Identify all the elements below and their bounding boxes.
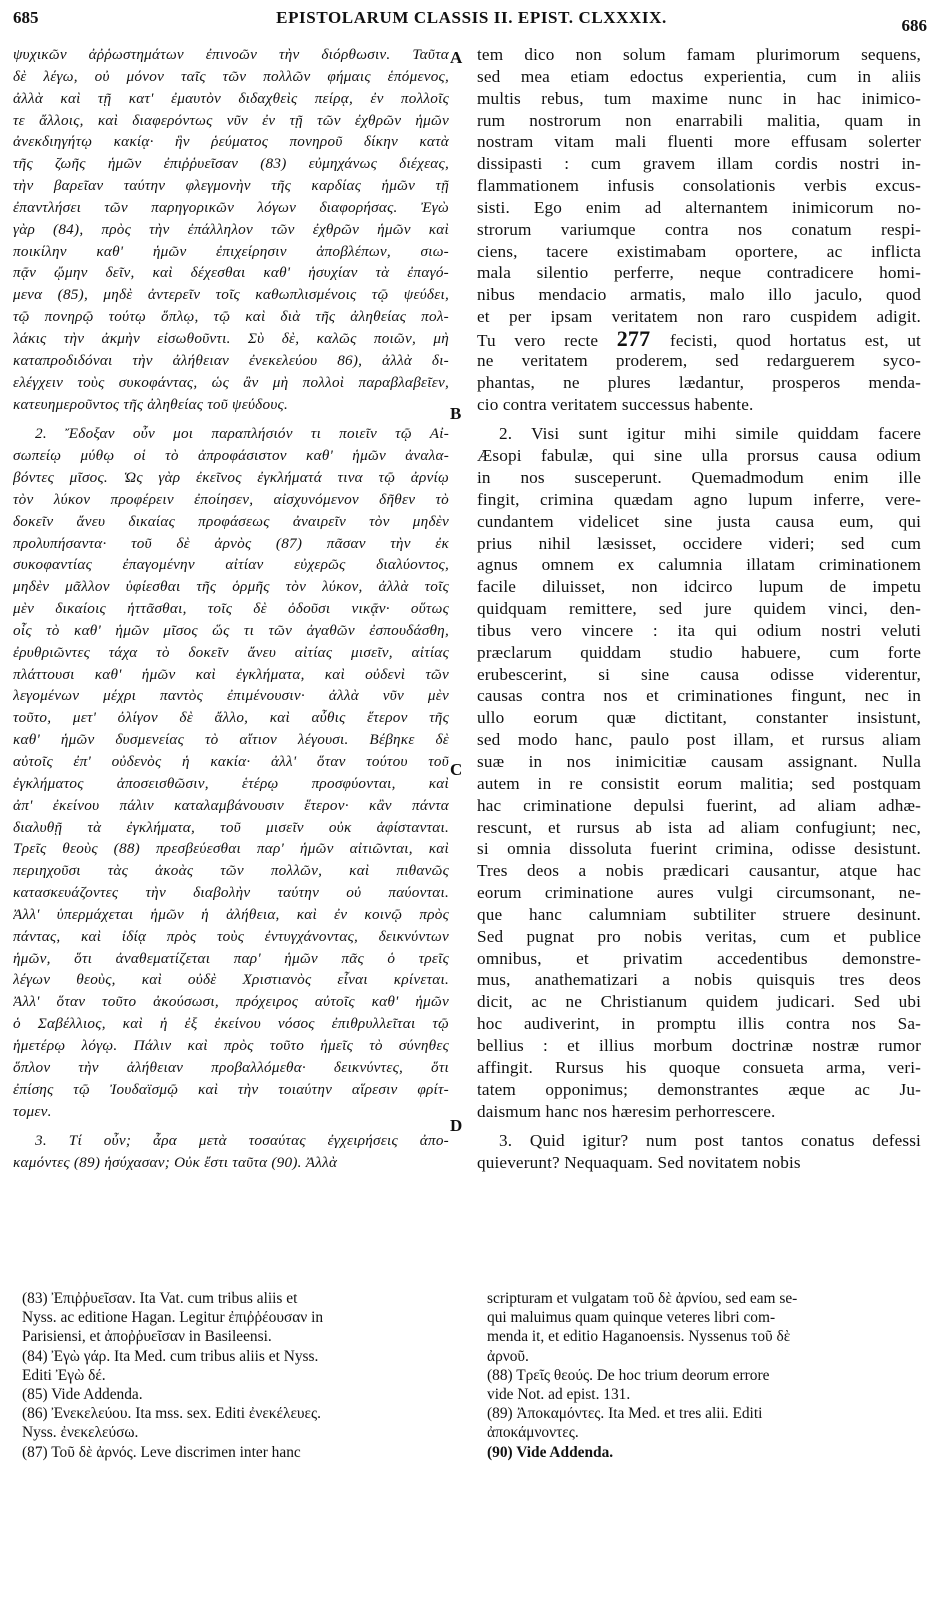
greek-line: τοῦτο, μετ' ὀλίγον δὲ ἄλλο, καὶ αὖθις ἕτερον τῆς	[13, 709, 449, 727]
greek-line: ἀλλὰ καὶ τῇ κατ' ἐμαυτὸν διδαχθεὶς πείρᾳ, ἐν πολλοῖς	[13, 89, 449, 107]
latin-line	[477, 328, 921, 350]
latin-line: rescunt, et rursus ab ista ad aliam confugiunt; nec,	[477, 817, 921, 837]
footnote-line: (90) Vide Addenda.	[487, 1443, 614, 1461]
latin-line: ullo eorum quæ dictitant, constanter insistunt,	[477, 708, 921, 728]
latin-line: fingit, crimina quædam agno lupum inferre, vere-	[477, 489, 921, 509]
greek-line: 3. Τί οὖν; ἆρα μετὰ τοσαύτας ἐγχειρήσεις ἀπο-	[35, 1132, 449, 1150]
greek-line: κατευημεροῦντος τῆς ἀληθείας τοῦ ψεύδους.	[13, 395, 289, 413]
paragraph-gap	[13, 415, 449, 423]
greek-line: λεγομένων μέχρι παντὸς ἐπιμένουσιν· ἀλλὰ νῦν μὲν	[13, 687, 449, 705]
greek-line: τὸν λύκον προφέρειν ἐποίησεν, αἰσχυνόμενον δῆθεν τὸ	[13, 490, 449, 508]
margin-letter-c: C	[450, 760, 463, 779]
paragraph-gap	[13, 1122, 449, 1130]
latin-line: multis rebus, tum maxime nunc in hac inimico-	[477, 88, 921, 108]
latin-line: mus, anathematizari a nobis quisquis tres deos	[477, 970, 921, 990]
greek-line: οἷς τὸ καθ' ἡμῶν μῖσος ὥς τι τῶν ἀγαθῶν ἐσπουδάσθη,	[13, 621, 449, 639]
greek-line: καμόντες (89) ἡσύχασαν; Οὐκ ἔστι ταῦτα (90). Ἀλλὰ	[13, 1154, 338, 1172]
latin-line: hoc audiverint, in promptu illis contra nos Sa-	[477, 1014, 921, 1034]
greek-line: ἡμῶν, ὅτι ἀναθεματίζεται παρ' ἡμῶν πᾶς ὁ τρεῖς	[13, 949, 449, 967]
margin-letter-b: B	[450, 404, 462, 423]
latin-line: nostram vitam mali fluenti more effusam solerter	[477, 132, 921, 152]
footnote-line: (85) Vide Addenda.	[22, 1385, 143, 1403]
footnote-line: Editi Ἐγὼ δέ.	[22, 1366, 106, 1384]
footnote-line: vide Not. ad epist. 131.	[487, 1385, 631, 1403]
latin-line: præclarum quiddam studio habuere, cum forte	[477, 642, 921, 662]
greek-line: ὅπλον τὴν ἀλήθειαν προβαλλόμεθα· δεικνύντες, ὅτι	[13, 1058, 449, 1076]
greek-line: ποικίλην καθ' ἡμῶν ἐπιχείρησιν ἀποβλέπων, σιω-	[13, 242, 449, 260]
latin-line: tatem opponimus; demonstrantes æque ac Ju-	[477, 1079, 921, 1099]
greek-line: μὲν δικαίοις ἡττᾶσθαι, τοῖς δὲ ὀδοῦσι νικᾷν· οὕτως	[13, 600, 449, 618]
latin-line: phantas, ne plures lædantur, prosperos menda-	[477, 372, 921, 392]
latin-line: strorum variumque contra nos conatum respi-	[477, 219, 921, 239]
page-number-left: 685	[13, 8, 39, 27]
greek-line: μηδὲν μᾶλλον ὑφίεσθαι τῆς ὁρμῆς τὸν λύκον, ἀλλὰ τοῖς	[13, 578, 449, 596]
footnote-line: (89) Ἀποκαμόντες. Ita Med. et tres alii. Editi	[487, 1405, 763, 1423]
greek-line: ἡμετέρῳ λόγῳ. Πάλιν καὶ πρὸς τοῦτο ἡμεῖς τὸ σύνηθες	[13, 1036, 449, 1054]
footnote-line: (87) Τοῦ δὲ ἀρνός. Leve discrimen inter hanc	[22, 1443, 301, 1461]
page-header	[0, 8, 943, 36]
paragraph-gap	[477, 415, 921, 423]
footnote-line: scripturam et vulgatam τοῦ δὲ ἀρνίου, sed eam se-	[487, 1290, 798, 1307]
greek-line: σωπείῳ μύθῳ οἱ τὸ ἀπροφάσιστον καθ' ἡμῶν ἀναλα-	[13, 447, 449, 465]
greek-line: λάκις τὴν ἀκμὴν εἰσωθοῦντι. Σὺ δὲ, καλῶς ποιῶν, μὴ	[13, 329, 449, 347]
latin-line: facile diluisset, non idcirco lupum de impetu	[477, 577, 921, 597]
paragraph-gap	[477, 1122, 921, 1130]
footnote-line: ἀποκάμνοντες.	[487, 1424, 579, 1442]
latin-line: affingit. Rursus his quoque consueta arma, veri-	[477, 1057, 921, 1077]
latin-text-column	[477, 44, 921, 1174]
greek-line: ἀνεκδιηγήτῳ κακίᾳ· ἣν ῥεύματος πονηροῦ δίκην κατὰ	[13, 133, 449, 151]
latin-line: quieverunt? Nequaquam. Sed novitatem nobis	[477, 1153, 801, 1173]
latin-line: agnus omnem ex calumnia illatam criminationem	[477, 555, 921, 575]
margin-letter-a: A	[450, 48, 463, 67]
latin-line: erubescerint, si sine causa odisse viderentur,	[477, 664, 921, 684]
greek-line: ἐπίσης τῷ Ἰουδαϊσμῷ καὶ τὴν τοιαύτην αἵρεσιν φρίτ-	[13, 1080, 449, 1098]
greek-line: τομεν.	[13, 1102, 52, 1120]
footnote-line: (86) Ἐνεκελεύου. Ita mss. sex. Editi ἐνεκέλευες.	[22, 1405, 321, 1423]
latin-line: cio contra veritatem successus habente.	[477, 394, 754, 414]
greek-line: δὲ λέγω, οὐ μόνον ταῖς τῶν πολλῶν φήμαις ἑπόμενος,	[13, 67, 449, 85]
greek-text-column	[13, 44, 449, 1174]
footnotes-left	[22, 1289, 442, 1462]
greek-line: ψυχικῶν ἀῤῥωστημάτων ἐπινοῶν τὴν διόρθωσιν. Ταῦτα	[13, 46, 449, 63]
latin-line: nibus mendacio armatis, malo illo jaculo, quod	[477, 285, 921, 305]
greek-line: αὐτοῖς ἐπ' οὐδενὸς ἡ κακία· ἀλλ' ὅταν τούτου τοῦ	[13, 753, 449, 770]
footnote-line: Nyss. ἐνεκελεύσω.	[22, 1424, 139, 1442]
greek-line: ἐπαντλήσει τῶν παρηγορικῶν λόγων διαφορήσας. Ἐγὼ	[13, 198, 449, 216]
latin-line: rum nostrorum non enarrabili malitia, quam in	[477, 110, 921, 130]
latin-line: dissipasti : cum gravem illam cordis nostri in-	[477, 154, 921, 174]
latin-line: flammationem infusis consolationis verbis excus-	[477, 176, 921, 196]
latin-line: sed mea etiam edoctus experientia, cum in aliis	[477, 66, 921, 86]
latin-line: causas contra nos et criminationes fingunt, nec in	[477, 686, 921, 706]
footnote-line: qui maluimus quam quinque veteres libri com-	[487, 1309, 776, 1327]
greek-line: Τρεῖς θεοὺς (88) πρεσβεύεσθαι παρ' ἡμῶν αἰτιῶνται, καὶ	[13, 840, 449, 858]
greek-line: καταπροδιδόναι τὴν ἀλήθειαν ἐνεκελεύου 86), ἀλλὰ δι-	[13, 351, 449, 369]
greek-line: πλάττουσι καθ' ἡμῶν καὶ ἐγκλήματα, καὶ οὐδενὶ τῶν	[13, 665, 449, 683]
latin-line: sed modo hanc, paulo post illam, et rursus aliam	[477, 730, 921, 750]
latin-line: 3. Quid igitur? num post tantos conatus defessi	[499, 1131, 921, 1151]
latin-line: Æsopi fabulæ, qui sine ulla prorsus causa odium	[477, 446, 921, 466]
footnote-line: (84) Ἐγὼ γάρ. Ita Med. cum tribus aliis et Nyss.	[22, 1347, 319, 1365]
greek-line: διαλυθῇ τὰ ἐγκλήματα, τοῦ μισεῖν οὐκ ἀφίστανται.	[13, 818, 449, 836]
greek-line: ελέγχειν τοὺς συκοφάντας, ὡς ἂν μὴ πολλοὶ παραβλαβεῖεν,	[13, 373, 449, 391]
latin-line: que hanc calumniam subtiliter struere desinunt.	[477, 904, 921, 924]
latin-line: suæ in nos inimicitiæ causam assignant. Nulla	[477, 752, 921, 771]
latin-line: ne veritatem proderem, sed redarguerem syco-	[477, 350, 921, 370]
latin-line: Tres deos a nobis prædicari causantur, atque hac	[477, 861, 921, 881]
latin-line: bellius : et illius morbum doctrinæ nostræ rumor	[477, 1035, 921, 1055]
greek-line: ἐρυθριῶντες τάχα τὸ δοκεῖν ἄνευ αἰτίας μισεῖν, αἰτίας	[13, 643, 449, 661]
footnote-line: (83) Ἐπιῤῥυεῖσαν. Ita Vat. cum tribus aliis et	[22, 1290, 298, 1307]
greek-line: κατασκευάζοντες τὴν διαβολὴν ταύτην οὐ παύονται.	[13, 884, 449, 902]
latin-line: omnibus, et privatim accedentibus demonstre-	[477, 948, 921, 968]
greek-line: ἀπ' ἐκείνου πάλιν καταλαμβάνουσιν ἕτερον· κἂν πάντα	[13, 796, 449, 814]
greek-line: προλυπήσαντα· τοῦ δὲ ἀρνὸς (87) πᾶσαν τὴν ἐκ	[13, 534, 449, 552]
latin-line: mala silentio perferre, neque contradicere homi-	[477, 263, 921, 283]
latin-line: prius nihil læsisset, occidere videri; sed cum	[477, 533, 921, 553]
edition-page-number: 277	[616, 327, 671, 350]
footnote-line: Parisiensi, et ἀποῤῥυεῖσαν in Basileensi.	[22, 1328, 272, 1346]
greek-line: πάντας, καὶ ἰδίᾳ πρὸς τοὺς ἐντυγχάνοντας, δεικνύντων	[13, 927, 449, 945]
latin-line: sisti. Ego enim ad alternantem inimicorum no-	[477, 197, 921, 217]
greek-line: τε ἄλλοις, καὶ διαφερόντως νῦν ἐν τῇ τῶν ἐχθρῶν ἡμῶν	[13, 111, 449, 129]
margin-letter-d: D	[450, 1116, 463, 1135]
greek-line: βόντες μῖσος. Ὡς γὰρ ἐκεῖνος ἐγκλήματά τινα τῷ ἀρνίῳ	[13, 469, 449, 487]
greek-line: 2. Ἔδοξαν οὖν μοι παραπλήσιόν τι ποιεῖν τῷ Αἰ-	[35, 425, 449, 443]
latin-line-text: Tu vero recte	[477, 330, 599, 350]
greek-line: ἐγκλήματος ἀποσεισθῶσιν, ἑτέρῳ προσφύονται, καὶ	[13, 774, 449, 792]
latin-line: 2. Visi sunt igitur mihi simile quiddam facere	[499, 424, 921, 444]
footnote-line: ἀρνοῦ.	[487, 1347, 529, 1365]
latin-line: autem in re consistit eorum malitia; sed postquam	[477, 773, 921, 793]
latin-line: eorum criminatione aures vulgi circumsonant, ne-	[477, 883, 921, 903]
footnotes-right	[487, 1289, 921, 1462]
footnote-line: (88) Τρεῖς θεούς. De hoc trium deorum errore	[487, 1366, 770, 1384]
greek-line: περιηχοῦσι τὰς ἀκοὰς τῶν πολλῶν, καὶ πιθανῶς	[13, 862, 449, 880]
greek-line: τὴν βαρεῖαν ταύτην φλεγμονὴν τῆς καρδίας ἡμῶν τῇ	[13, 177, 449, 195]
latin-line: tem dico non solum famam plurimorum sequens,	[477, 45, 921, 64]
greek-line: λέγων θεοὺς, καὶ οὐδὲ Χριστιανὸς εἶναι κρίνεται.	[13, 971, 449, 989]
latin-line: tibus vero vincere : ita qui odium nostri veluti	[477, 620, 921, 640]
footnote-line: Nyss. ac editione Hagan. Legitur ἐπιῤῥέουσαν in	[22, 1309, 324, 1327]
latin-line: Sed pugnat pro nobis veritas, cum et publice	[477, 926, 921, 946]
latin-line-text: fecisti, quod hortatus est, ut	[670, 330, 921, 350]
greek-line: Ἀλλ' ὅταν τοῦτο ἀκούσωσι, πρόχειρος αὐτοῖς καθ' ἡμῶν	[13, 993, 449, 1011]
latin-line: ciens, tacere existimabam oportere, ac inflicta	[477, 241, 921, 261]
latin-line: si omnia dissoluta fuerint crimina, odisse desistunt.	[477, 839, 921, 859]
footnote-line: menda it, et editio Haganoensis. Nyssenus τοῦ δὲ	[487, 1328, 791, 1346]
greek-line: δοκεῖν ἄνευ δικαίας προφάσεως ἀναιρεῖν τὸν μηδὲν	[13, 512, 449, 530]
latin-line: et per ipsam veritatem non raro cuspidem adigit.	[477, 307, 921, 327]
greek-line: συκοφαντίας ἐπαγομένην αἰτίαν εὐχερῶς διαλύοντος,	[13, 556, 449, 574]
greek-line: καθ' ἡμῶν δυσμενείας τὸ αἴτιον λέγουσι. Βέβηκε δὲ	[13, 731, 449, 749]
greek-line: τῆς ζωῆς ἡμῶν ἐπιῤῥυεῖσαν (83) εὐμηχάνως διέχεας,	[13, 155, 449, 173]
greek-line: πᾷν ᾤμην δεῖν, καὶ δέχεσθαι καθ' ἡσυχίαν τὰ ἐπαγό-	[13, 264, 449, 282]
latin-line: dicit, ac ne Christianum quidem judicari. Sed ubi	[477, 992, 921, 1012]
greek-line: μενα (85), μηδὲ ἀντερεῖν τοῖς καθωπλισμένοις τῷ ψεύδει,	[13, 286, 449, 304]
latin-line: hac criminatione depulsi fuerint, ad aliam adhæ-	[477, 795, 921, 815]
latin-line: quidquam remittere, sed jure quidem vinci, den-	[477, 599, 921, 619]
greek-line: γὰρ (84), πρὸς τὴν ἐπάλληλον τῶν ἐχθρῶν ἡμῶν καὶ	[13, 220, 449, 238]
latin-line: in nos susceperunt. Quemadmodum enim ille	[477, 468, 921, 488]
latin-line: daismum hanc nos hæresim perhorrescere.	[477, 1101, 776, 1121]
greek-line: Ἀλλ' ὑπερμάχεται ἡμῶν ἡ ἀλήθεια, καὶ ἐν κοινῷ πρὸς	[13, 905, 449, 923]
running-title: EPISTOLARUM CLASSIS II. EPIST. CLXXXIX.	[276, 8, 667, 27]
greek-line: ὁ Σαβέλλιος, καὶ ἡ ἐξ ἐκείνου νόσος ἐπιθρυλλεῖται τῷ	[13, 1015, 449, 1033]
latin-line: cundantem videlicet sine justa causa eum, qui	[477, 511, 921, 531]
page-number-right: 686	[901, 16, 927, 35]
greek-line: τῷ πονηρῷ τούτῳ ὅπλῳ, τῷ καὶ διὰ τῆς ἀληθείας πολ-	[13, 308, 449, 326]
